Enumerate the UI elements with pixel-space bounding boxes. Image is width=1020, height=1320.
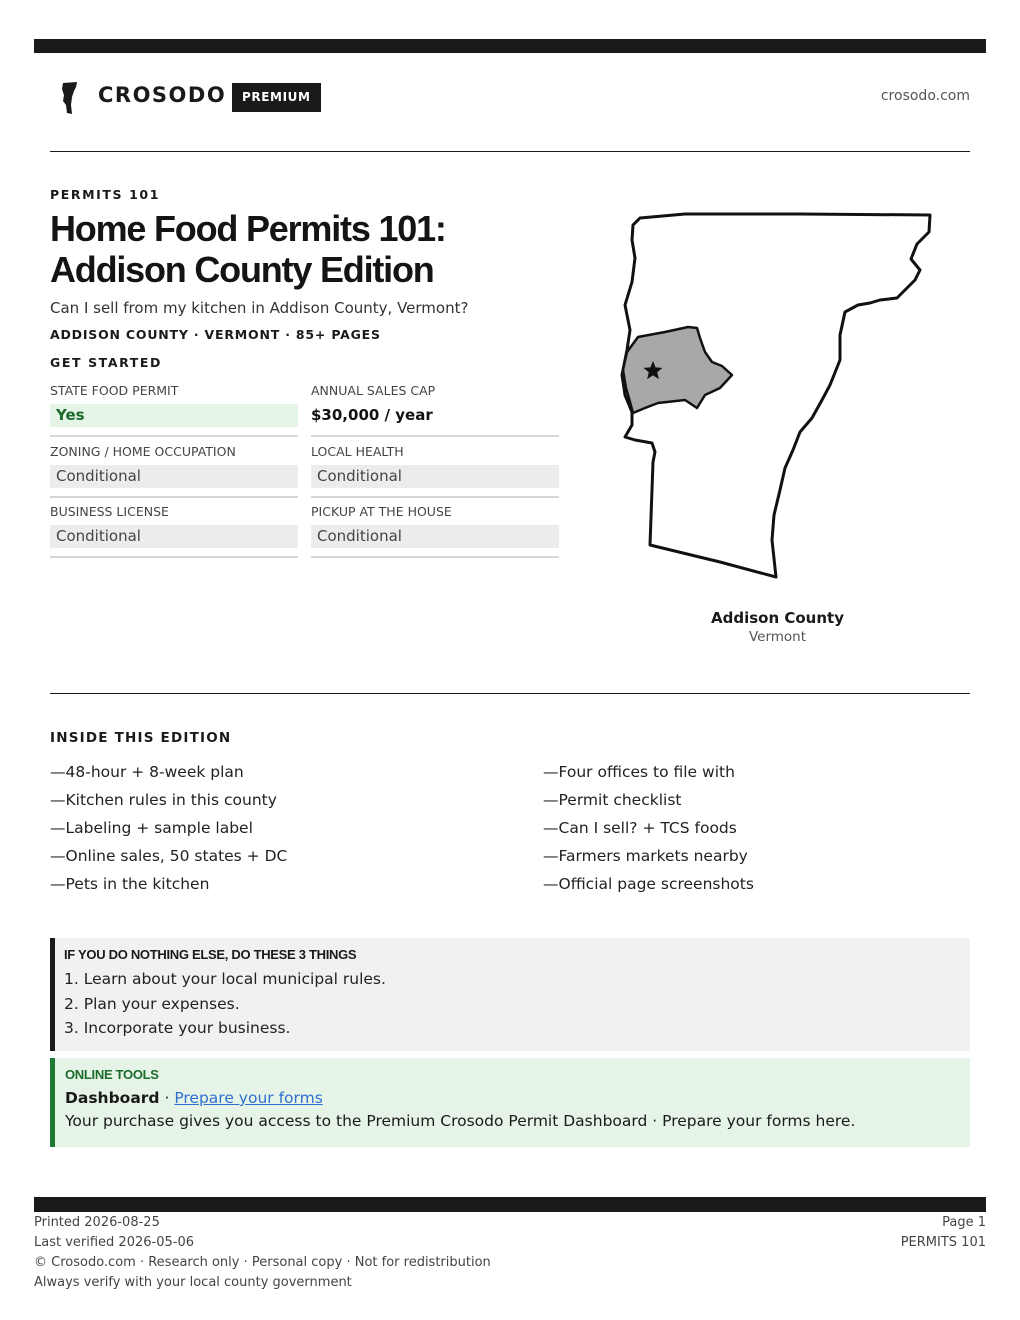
site-url[interactable]: crosodo.com	[880, 88, 970, 104]
top-bar	[34, 39, 986, 53]
get-started-heading: GET STARTED	[50, 355, 163, 370]
list-item: —48-hour + 8-week plan	[50, 763, 244, 781]
tools-description: Your purchase gives you access to the Premium Crosodo Permit Dashboard · Prepare your forms here.	[65, 1112, 856, 1130]
bottom-bar	[34, 1197, 986, 1212]
cell-label: STATE FOOD PERMIT	[50, 383, 179, 398]
cell-label: ZONING / HOME OCCUPATION	[50, 444, 236, 459]
list-item: —Can I sell? + TCS foods	[543, 819, 737, 837]
inside-list-right	[543, 758, 754, 898]
list-item: 1. Learn about your local municipal rules.	[64, 970, 386, 988]
list-item: 2. Plan your expenses.	[64, 994, 240, 1013]
cell-value-yes: Yes	[50, 404, 298, 427]
copyright: © Crosodo.com · Research only · Personal copy · Not for redistribution	[34, 1255, 491, 1270]
footer-section: PERMITS 101	[900, 1235, 986, 1250]
cell-value-conditional: Conditional	[311, 525, 559, 548]
map-county-label: Addison County	[711, 609, 844, 627]
list-item: —Kitchen rules in this county	[50, 791, 277, 809]
verified-date: Last verified 2026-05-06	[34, 1235, 194, 1250]
list-item: 3. Incorporate your business.	[64, 1019, 291, 1037]
list-item: —Pets in the kitchen	[50, 875, 210, 893]
title-line-2: Addison County Edition	[50, 249, 434, 290]
map-caption	[700, 609, 855, 645]
state-food-permit-cell	[50, 383, 298, 437]
annual-sales-cap-cell	[311, 383, 559, 437]
pickup-cell	[311, 504, 559, 558]
footer-left	[34, 1213, 491, 1293]
list-item: —Four offices to file with	[543, 763, 735, 781]
cell-label: LOCAL HEALTH	[311, 444, 404, 459]
page-number: Page 1	[942, 1215, 986, 1230]
printed-date: Printed 2026-08-25	[34, 1215, 160, 1230]
zoning-cell	[50, 444, 298, 498]
vermont-map	[615, 205, 945, 590]
local-health-cell	[311, 444, 559, 498]
list-item: —Farmers markets nearby	[543, 847, 748, 865]
dashboard-line	[65, 1089, 970, 1107]
inside-list-left	[50, 758, 287, 898]
online-tools-heading: ONLINE TOOLS	[65, 1067, 159, 1082]
priority-list	[64, 967, 970, 1041]
separator: ·	[159, 1089, 175, 1107]
page-title	[50, 208, 590, 290]
title-line-1: Home Food Permits 101:	[50, 208, 446, 249]
list-item: —Labeling + sample label	[50, 819, 253, 837]
cell-value: $30,000 / year	[311, 406, 433, 424]
brand-name: CROSODO	[98, 83, 227, 107]
vermont-state-icon	[60, 81, 80, 115]
page-subtitle: Can I sell from my kitchen in Addison County, Vermont?	[50, 299, 469, 317]
map-state-label: Vermont	[748, 629, 807, 645]
section-divider	[50, 693, 970, 694]
cell-label: BUSINESS LICENSE	[50, 504, 169, 519]
cell-value-conditional: Conditional	[311, 465, 559, 488]
verify-note: Always verify with your local county government	[34, 1275, 352, 1290]
cell-value-conditional: Conditional	[50, 465, 298, 488]
list-item: —Online sales, 50 states + DC	[50, 847, 288, 865]
inside-heading: INSIDE THIS EDITION	[50, 730, 232, 746]
header-divider	[50, 151, 970, 152]
cell-value-conditional: Conditional	[50, 525, 298, 548]
cell-label: PICKUP AT THE HOUSE	[311, 504, 452, 519]
footer-right	[901, 1213, 986, 1253]
priority-box	[50, 938, 970, 1051]
section-kicker: PERMITS 101	[50, 187, 160, 202]
business-license-cell	[50, 504, 298, 558]
prepare-forms-link[interactable]: Prepare your forms	[174, 1089, 323, 1107]
online-tools-box	[50, 1058, 970, 1147]
cell-label: ANNUAL SALES CAP	[311, 383, 436, 398]
dashboard-label: Dashboard	[65, 1089, 160, 1107]
header	[50, 78, 970, 118]
edition-meta: ADDISON COUNTY · VERMONT · 85+ PAGES	[50, 327, 381, 342]
priority-heading: IF YOU DO NOTHING ELSE, DO THESE 3 THINGS	[64, 947, 357, 962]
list-item: —Official page screenshots	[543, 875, 754, 893]
list-item: —Permit checklist	[543, 791, 682, 809]
premium-badge: PREMIUM	[232, 83, 321, 112]
